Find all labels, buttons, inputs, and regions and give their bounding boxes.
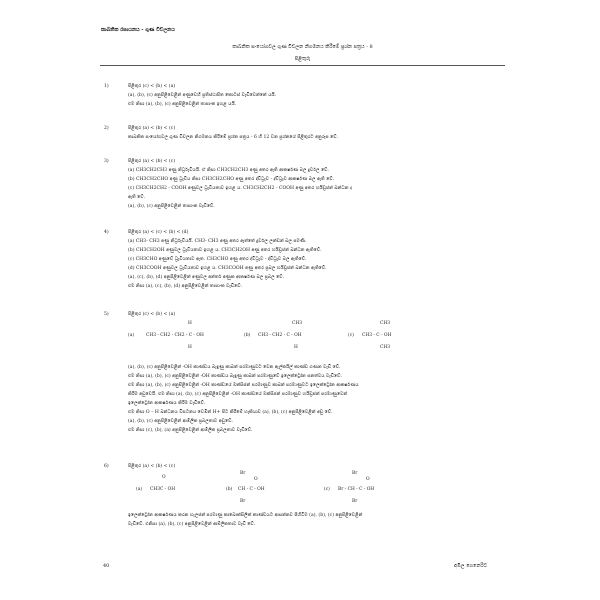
answer-line: පිළිතුර (a) < (c) < (b) < (d) <box>128 230 189 235</box>
explanation-line: (a) CH3CH2CH3 අණු නිර්ධ්‍රැවීයයි. ඒ නිසා CH3CH2CH3 අණු අතර ඇති ආකර්ෂණ බල දුර්වල වේ. <box>128 168 329 173</box>
explanation-line: එම නිසා (a), (b), (c) අනුපිළිවෙළින් -OH කාණ්ඩය බැඳුණු කාබන් පරමාණුවේ ඉලෙක්ට්‍රෝන ඝනත්වය වැඩිවේ. <box>128 374 342 379</box>
explanation-line: ඉලෙක්ට්‍රෝන ආකර්ෂණය කරන හැලජන් පරමාණු කාබොක්සිලික් කාණ්ඩයට ආසන්නව පිහිටීම (a), (b), (c) අනුපිළිවෙළින් <box>128 513 363 518</box>
structure-formula: CH3 - CH2 - C - OH <box>258 333 302 338</box>
structure-carbonyl: O <box>254 477 258 482</box>
explanation-line: (c) CH3CH2CH2 - COOH අණුවල ධ්‍රැවීයතාව ඉහළ ය. CH3CH2CH2 - COOH අණු අතර හයිඩ්‍රජන් බන්ධන ද <box>128 186 352 191</box>
structure-bottom-group: Br <box>352 499 358 504</box>
answer-line: පිළිතුර (a) < (b) < (c) <box>128 464 176 469</box>
explanation-line: (a), (b), (c) අනුපිළිවෙළින් -OH කාණ්ඩය බැඳුණු කාබන් පරමාණුවට වෙන ඇල්කයිල් කාණ්ඩ ගණන වැඩි වේ. <box>128 365 341 370</box>
explanation-line: එම නිසා (c), (b), (a) අනුපිළිවෙළින් ආම්ලික ප්‍රබලතාව වැඩිවේ. <box>128 428 253 433</box>
structure-row <box>128 471 504 511</box>
answer-line: පිළිතුර (a) < (b) < (c) <box>128 159 176 164</box>
page-number: 40 <box>103 563 110 569</box>
explanation-line: (d) CH3COOH අණුවල ධ්‍රැවීයතාව ඉහළ ය. CH3COOH අණු අතර ප්‍රබල හයිඩ්‍රජන් බන්ධන ඇතිවේ. <box>128 266 327 271</box>
explanation-line: (b) CH3CH2CHO අණු ධ්‍රැවීය නිසා CH3CH2CHO අණු අතර ද්විධ්‍රැව - ද්විධ්‍රැව ආකර්ෂණ බල ඇති වේ. <box>128 177 335 182</box>
question-3 <box>104 157 504 211</box>
explanation-line: එම නිසා (a), (b), (c) අනුපිළිවෙළින් තාපාංක ඉහළ යයි. <box>128 102 237 107</box>
question-6 <box>104 462 504 529</box>
structure-top-group: H <box>188 321 192 326</box>
structure-formula: CH - C - OH <box>238 487 265 492</box>
structure-label: (b) <box>244 333 251 338</box>
footer-author: අමිල ගෙනෙරිට <box>454 563 488 569</box>
structure-top-group: O <box>162 475 166 480</box>
question-number: 6) <box>104 464 109 469</box>
explanation-line: (a), (b), (c) අනුපිළිවෙළින් අණුවෙහි ප්‍රතිස්ථාපිත කොටස් වැඩිවෙන්නේ යයි. <box>128 93 277 98</box>
answer-line: පිළිතුර (c) < (b) < (a) <box>128 84 176 89</box>
title-rule <box>100 65 505 66</box>
explanation-line: (b) CH3CH2OH අණුවල ධ්‍රැවීයතාව ඉහළ ය. CH3CH2OH අණු අතර හයිඩ්‍රජන් බන්ධන ඇතිවේ. <box>128 248 322 253</box>
explanation-line: එම නිසා (a), (b), (c) අනුපිළිවෙළින් -OH කාණ්ඩයේ ඔක්සිජන් පරමාණුව කාබන් පරමාණුවට ඉලෙක්ට්‍රෝන ආකර්ෂණය <box>128 383 359 388</box>
structure-label: (c) <box>348 333 354 338</box>
explanation-line: (c) CH3CHO අණුවේ ධ්‍රැවීයතාව ඇත. CH3CHO අණු අතර ද්විධ්‍රැව - ද්විධ්‍රැව බල ඇතිවේ. <box>128 257 307 262</box>
structure-formula: CH3C - OH <box>150 487 176 492</box>
structure-top-group: Br <box>240 471 246 476</box>
explanation-line: (a) CH3- CH3 අණු නිර්ධ්‍රැවීයයි. CH3- CH3 අණු අතර ඇත්තේ දුර්වල ලන්ඩන් බල පමණි. <box>128 239 307 244</box>
structure-bottom-group: H <box>188 345 192 350</box>
structure-bottom-group: CH3 <box>380 345 390 350</box>
explanation-line: වැඩිවේ. එනිසා (a), (b), (c) අනුපිළිවෙළින් ආම්ලිකතාව වැඩි වේ. <box>128 522 256 527</box>
structure-label: (a) <box>128 333 135 338</box>
structure-top-group: CH3 <box>292 321 302 326</box>
question-5 <box>104 310 504 435</box>
structure-label: (a) <box>136 487 143 492</box>
answer-line: පිළිතුර (a) < (b) < (c) <box>128 126 176 131</box>
explanation-line: ඉලෙක්ට්‍රෝන ආකර්ෂණය කිරීම වැඩිවේ. <box>128 401 206 406</box>
explanation-line: එම නිසා (a), (c), (b), (d) අනුපිළිවෙළින් තාපාංක වැඩිවේ. <box>128 284 243 289</box>
structure-row <box>128 319 504 363</box>
explanation-line: කිරීම අඩුවෙයි. එම නිසා (a), (b), (c) අනුපිළිවෙළින් -OH කාණ්ඩයේ ඔක්සිජන් පරමාණුව හයිඩ්‍රජන් පරමාණුවෙන් <box>128 392 348 397</box>
structure-formula: Br - CH - C - OH <box>338 487 375 492</box>
explanation-line: කාබනික සංයෝගවල ගුණ විචලන නිගමනය කිරීමේ ප්‍රශ්න පත්‍රය - 6 හි 12 වන ප්‍රශ්නයේ පිළිතුරට අනුරූප වේ. <box>128 135 339 140</box>
question-1 <box>104 82 504 109</box>
explanation-line: (a), (c), (b), (d) අනුපිළිවෙළින් අණුවල අන්තර් අණුක ආකර්ෂණ බල ප්‍රබල වේ. <box>128 275 284 280</box>
structure-bottom-group: Br <box>240 499 246 504</box>
explanation-line: (a), (b), (c) අනුපිළිවෙළින් ආම්ලික ප්‍රබලතාව අඩුවේ. <box>128 419 233 424</box>
question-2 <box>104 124 504 142</box>
explanation-line: එම නිසා O – H බන්ධනය විඝටනය වෙමින් H+ පිට කිරීමේ හැකියාව (a), (b), (c) අනුපිළිවෙළින් අඩු වේ. <box>128 410 333 415</box>
structure-top-group: CH3 <box>380 321 390 326</box>
structure-label: (c) <box>324 487 330 492</box>
question-number: 5) <box>104 312 109 317</box>
structure-label: (b) <box>226 487 233 492</box>
running-header: කාබනික රසායනය - ගුණ විචලනය <box>101 27 175 33</box>
explanation-line: (a), (b), (c) අනුපිළිවෙළින් තාපාංක වැඩිවේ. <box>128 204 215 209</box>
question-number: 3) <box>104 159 109 164</box>
structure-top-group: Br <box>352 471 358 476</box>
page-title: කාබනික සංයෝගවල ගුණ විචලන නිගමනය කිරීමේ ප්‍රශ්න පත්‍රය - 8 <box>232 44 373 50</box>
structure-formula: CH3 - CH2 - CH2 - C - OH <box>146 333 204 338</box>
page-title-block <box>100 44 505 62</box>
question-4 <box>104 228 504 291</box>
question-number: 1) <box>104 84 109 89</box>
question-number: 4) <box>104 230 109 235</box>
page-subtitle: පිළිතුරු <box>294 56 311 62</box>
structure-formula: CH3 - C - OH <box>362 333 392 338</box>
explanation-line: ඇති වේ. <box>128 195 146 200</box>
answer-line: පිළිතුර (c) < (b) < (a) <box>128 312 176 317</box>
structure-bottom-group: H <box>294 345 298 350</box>
structure-carbonyl: O <box>366 477 370 482</box>
question-number: 2) <box>104 126 109 131</box>
